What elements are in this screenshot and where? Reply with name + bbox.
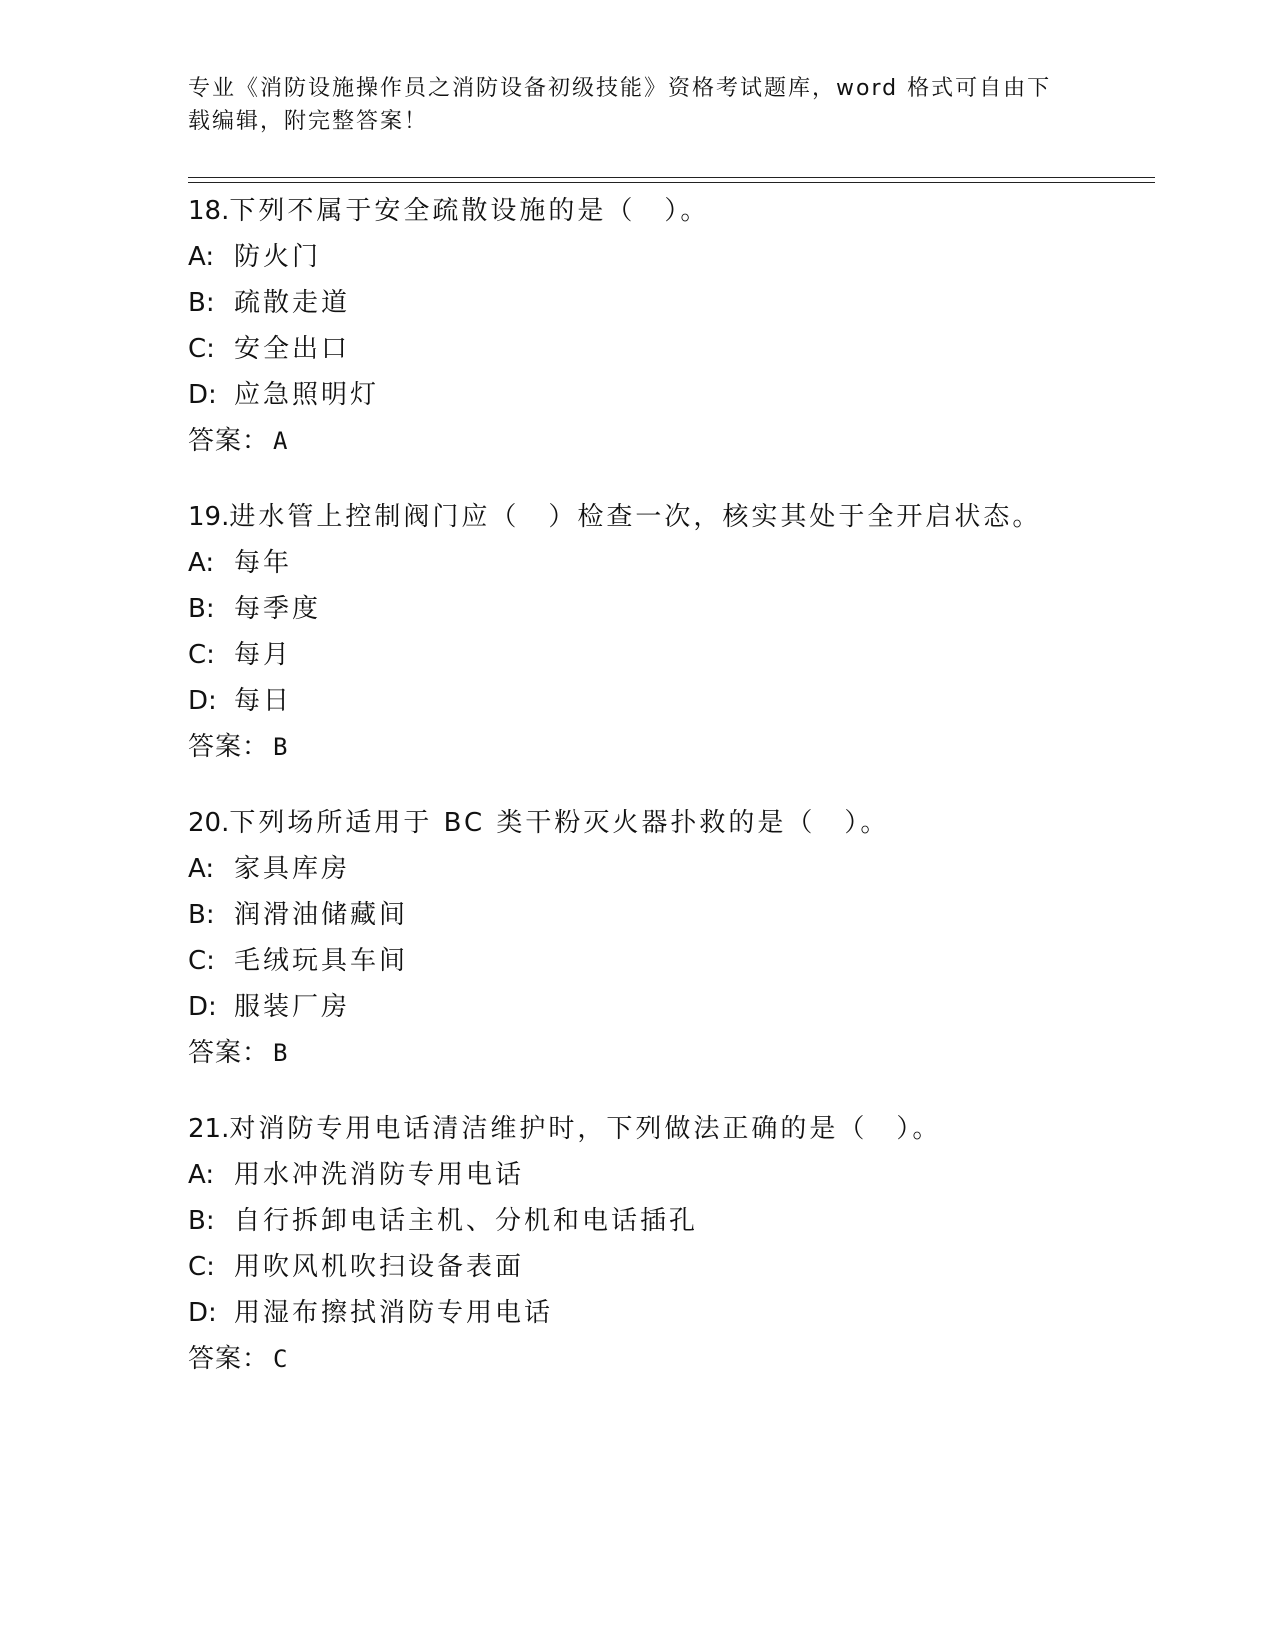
option-key: D: <box>188 380 217 410</box>
question-text: 对消防专用电话清洁维护时，下列做法正确的是（ ）。 <box>229 1114 942 1144</box>
option-text: 用水冲洗消防专用电话 <box>234 1160 525 1190</box>
answer-value: C <box>273 1345 288 1373</box>
answer-line <box>188 1030 1148 1076</box>
option-text: 用湿布擦拭消防专用电话 <box>234 1298 554 1328</box>
option-key: A: <box>188 854 215 884</box>
question-18 <box>188 188 1148 464</box>
option-text: 每季度 <box>234 594 322 624</box>
header-line-1: 专业《消防设施操作员之消防设备初级技能》资格考试题库，word 格式可自由下 <box>188 76 1052 101</box>
question-number: 18. <box>188 196 230 226</box>
option-d <box>188 984 1148 1030</box>
question-stem <box>188 494 1148 540</box>
option-key: B: <box>188 1206 215 1236</box>
answer-line <box>188 418 1148 464</box>
option-key: C: <box>188 946 215 976</box>
option-text: 应急照明灯 <box>234 380 380 410</box>
option-text: 用吹风机吹扫设备表面 <box>234 1252 525 1282</box>
option-a <box>188 234 1148 280</box>
option-text: 每月 <box>234 640 293 670</box>
header-divider-bottom <box>188 182 1155 183</box>
option-b <box>188 586 1148 632</box>
option-text: 每年 <box>234 548 293 578</box>
option-a <box>188 846 1148 892</box>
option-text: 自行拆卸电话主机、分机和电话插孔 <box>234 1206 699 1236</box>
question-20 <box>188 800 1148 1076</box>
answer-label: 答案： <box>188 1038 270 1068</box>
option-b <box>188 892 1148 938</box>
option-key: D: <box>188 992 217 1022</box>
answer-value: B <box>273 733 288 761</box>
option-d <box>188 1290 1148 1336</box>
question-text: 下列不属于安全疏散设施的是（ ）。 <box>229 196 710 226</box>
answer-label: 答案： <box>188 1344 270 1374</box>
option-key: B: <box>188 594 215 624</box>
question-stem <box>188 800 1148 846</box>
answer-label: 答案： <box>188 426 270 456</box>
option-text: 家具库房 <box>234 854 351 884</box>
answer-line <box>188 724 1148 770</box>
option-b <box>188 1198 1148 1244</box>
option-a <box>188 540 1148 586</box>
header-line-2: 载编辑，附完整答案！ <box>188 109 429 134</box>
option-text: 润滑油储藏间 <box>234 900 409 930</box>
question-text: 进水管上控制阀门应（ ）检查一次，核实其处于全开启状态。 <box>229 502 1042 532</box>
question-19 <box>188 494 1148 770</box>
option-key: B: <box>188 900 215 930</box>
option-a <box>188 1152 1148 1198</box>
option-text: 毛绒玩具车间 <box>234 946 409 976</box>
question-21 <box>188 1106 1148 1382</box>
option-key: C: <box>188 640 215 670</box>
option-b <box>188 280 1148 326</box>
option-c <box>188 938 1148 984</box>
option-text: 每日 <box>234 686 293 716</box>
option-c <box>188 632 1148 678</box>
option-text: 服装厂房 <box>234 992 351 1022</box>
answer-label: 答案： <box>188 732 270 762</box>
option-d <box>188 372 1148 418</box>
option-key: B: <box>188 288 215 318</box>
option-c <box>188 1244 1148 1290</box>
option-c <box>188 326 1148 372</box>
document-header <box>188 72 1088 138</box>
question-text: 下列场所适用于 BC 类干粉灭火器扑救的是（ ）。 <box>229 808 890 838</box>
option-key: D: <box>188 1298 217 1328</box>
option-key: C: <box>188 334 215 364</box>
question-stem <box>188 188 1148 234</box>
option-text: 防火门 <box>234 242 322 272</box>
option-d <box>188 678 1148 724</box>
header-divider-top <box>188 177 1155 178</box>
answer-line <box>188 1336 1148 1382</box>
question-number: 21. <box>188 1114 230 1144</box>
answer-value: A <box>273 427 288 455</box>
question-number: 19. <box>188 502 230 532</box>
option-key: C: <box>188 1252 215 1282</box>
option-key: A: <box>188 548 215 578</box>
question-number: 20. <box>188 808 230 838</box>
option-key: D: <box>188 686 217 716</box>
option-text: 疏散走道 <box>234 288 351 318</box>
option-text: 安全出口 <box>234 334 351 364</box>
question-stem <box>188 1106 1148 1152</box>
answer-value: B <box>273 1039 288 1067</box>
option-key: A: <box>188 1160 215 1190</box>
option-key: A: <box>188 242 215 272</box>
